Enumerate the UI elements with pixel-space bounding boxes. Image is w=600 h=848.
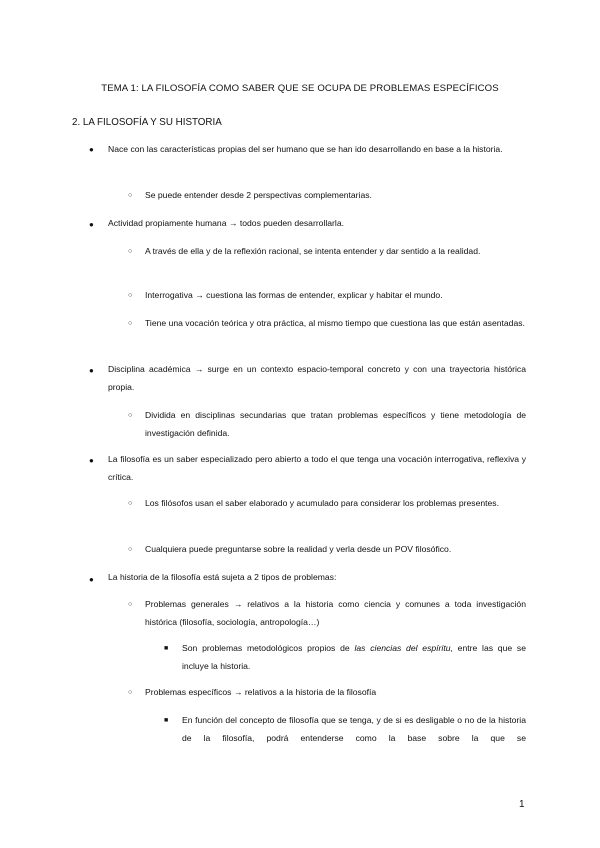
page-number: 1 — [519, 799, 525, 810]
bullet-marker: ■ — [164, 717, 169, 724]
bullet-marker: ○ — [128, 412, 133, 419]
bullet-marker: ● — [89, 456, 94, 465]
list-item: Tiene una vocación teórica y otra práctica, al mismo tiempo que cuestiona las que están asentadas. — [145, 318, 525, 328]
list-item: Interrogativa → cuestiona las formas de entender, explicar y habitar el mundo. — [145, 290, 443, 300]
emphasized-text: las ciencias del espíritu — [354, 643, 451, 653]
section-heading: 2. LA FILOSOFÍA Y SU HISTORIA — [72, 117, 222, 128]
document-title: TEMA 1: LA FILOSOFÍA COMO SABER QUE SE OCUPA DE PROBLEMAS ESPECÍFICOS — [101, 83, 499, 94]
bullet-marker: ○ — [128, 320, 133, 327]
bullet-marker: ● — [89, 145, 94, 154]
bullet-marker: ● — [89, 366, 94, 375]
list-item: Dividida en disciplinas secundarias que tratan problemas específicos y tiene metodología de investigación definida. — [145, 410, 526, 438]
list-item: Disciplina académica → surge en un contexto espacio-temporal concreto y con una trayectoria histórica propia. — [108, 364, 526, 392]
bullet-marker: ○ — [128, 601, 133, 608]
bullet-marker: ○ — [128, 500, 133, 507]
list-item: La filosofía es un saber especializado pero abierto a todo el que tenga una vocación interrogativa, reflexiva y crítica. — [108, 454, 526, 482]
bullet-marker: ■ — [164, 645, 169, 652]
list-item-text: Son problemas metodológicos propios de — [182, 643, 355, 653]
bullet-marker: ○ — [128, 292, 133, 299]
list-item: A través de ella y de la reflexión racional, se intenta entender y dar sentido a la realidad. — [145, 246, 481, 256]
list-item: Problemas específicos → relativos a la historia de la filosofía — [145, 687, 377, 697]
list-item: Cualquiera puede preguntarse sobre la realidad y verla desde un POV filosófico. — [145, 544, 452, 554]
bullet-marker: ● — [89, 575, 94, 584]
list-item-text: , entre las que se incluye la historia. — [182, 643, 526, 671]
list-item: Problemas generales → relativos a la historia como ciencia y comunes a toda investigación histórica (filosofía, sociología, antropología…) — [145, 599, 526, 627]
bullet-marker: ○ — [128, 192, 133, 199]
bullet-marker: ○ — [128, 248, 133, 255]
list-item: Actividad propiamente humana → todos pueden desarrollarla. — [108, 218, 344, 228]
list-item — [182, 640, 526, 675]
list-item: Los filósofos usan el saber elaborado y acumulado para considerar los problemas presentes. — [145, 498, 499, 508]
list-item: Nace con las características propias del ser humano que se han ido desarrollando en base a la historia. — [108, 144, 503, 154]
bullet-marker: ○ — [128, 689, 133, 696]
bullet-marker: ○ — [128, 546, 133, 553]
list-item: La historia de la filosofía está sujeta a 2 tipos de problemas: — [108, 572, 337, 582]
list-item: Se puede entender desde 2 perspectivas complementarias. — [145, 190, 372, 200]
bullet-marker: ● — [89, 220, 94, 229]
list-item: En función del concepto de filosofía que se tenga, y de si es desligable o no de la historia de la filosofía, podrá entenderse como la base sobre la que se — [182, 715, 526, 743]
